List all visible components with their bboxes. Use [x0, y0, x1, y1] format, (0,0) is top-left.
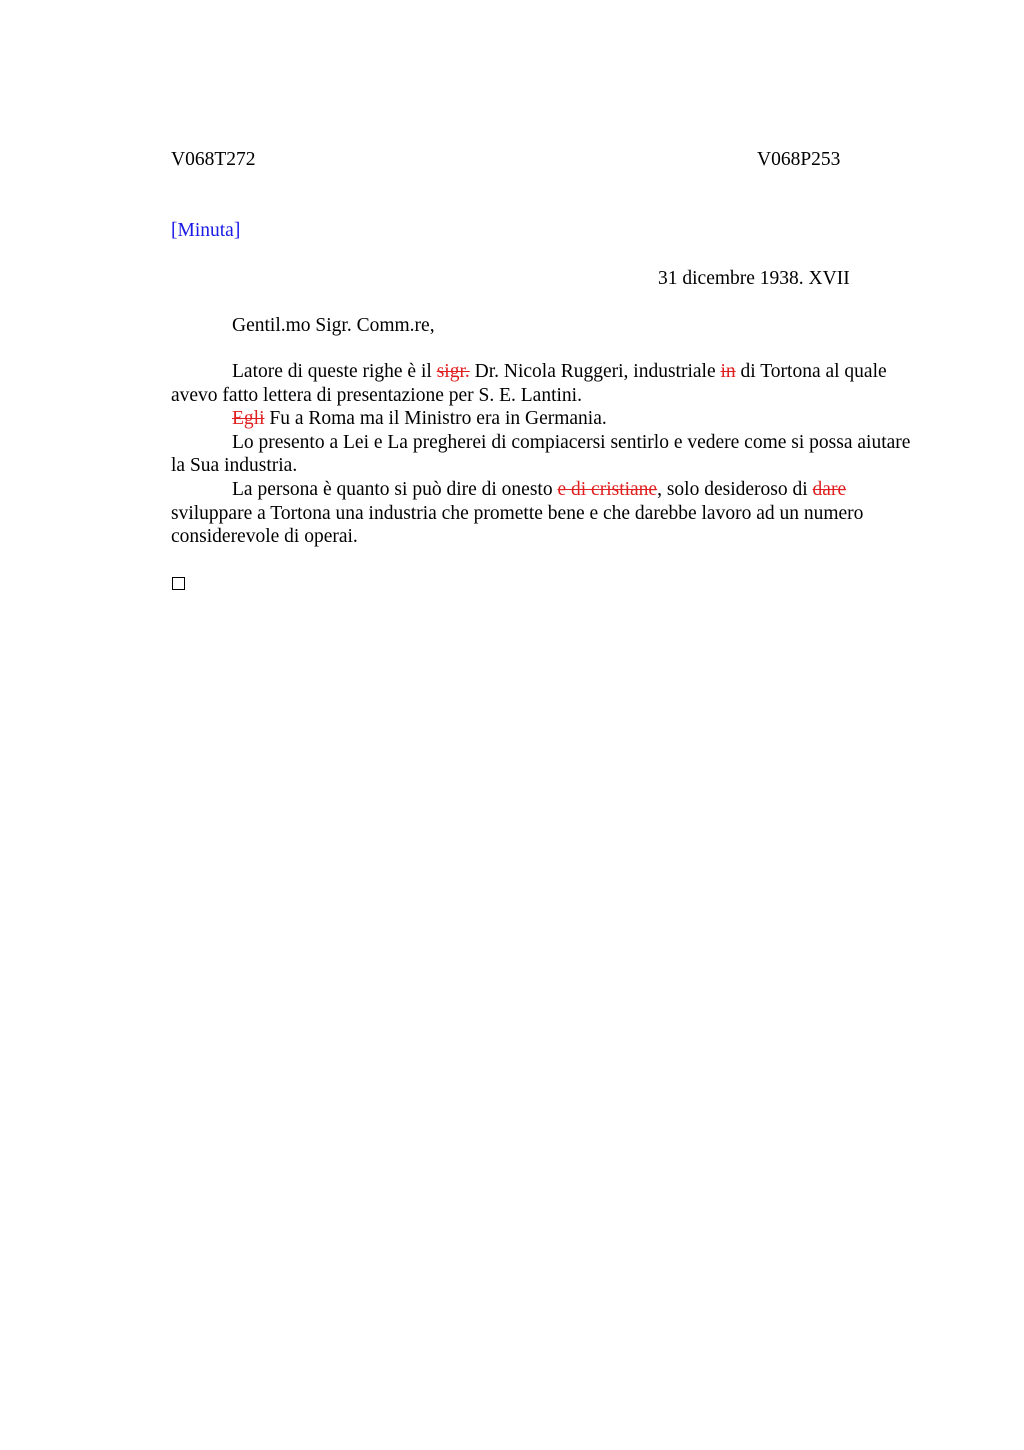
document-code-right: V068P253 — [757, 149, 841, 170]
paragraph-text: sviluppare a Tortona una industria che promette bene e che darebbe lavoro ad un numero considerevole di operai. — [171, 502, 864, 548]
paragraph-text: , solo desideroso di — [657, 478, 813, 500]
paragraph-text: di Tortona al quale avevo fatto lettera di presentazione per S. E. Lantini. — [171, 361, 887, 406]
deleted-text: e di cristiane — [557, 478, 658, 500]
paragraph-text: Lo presento a Lei e La pregherei di compiacersi sentirlo e vedere come si possa aiutare la Sua industria. — [171, 431, 911, 477]
document-code-left: V068T272 — [171, 149, 256, 170]
paragraph-3 — [171, 431, 911, 478]
paragraph-1 — [171, 360, 911, 407]
salutation: Gentil.mo Sigr. Comm.re, — [232, 315, 435, 336]
letter-date: 31 dicembre 1938. XVII — [658, 268, 850, 289]
paragraph-text: Dr. Nicola Ruggeri, industriale — [469, 361, 721, 382]
paragraph-text: Fu a Roma ma il Ministro era in Germania. — [264, 408, 607, 430]
draft-label: [Minuta] — [171, 220, 241, 241]
deleted-text: sigr. — [436, 361, 470, 382]
empty-square-icon — [172, 577, 185, 590]
paragraph-text: Latore di queste righe è il — [232, 361, 437, 382]
paragraph-2 — [171, 407, 911, 431]
deleted-text: dare — [812, 478, 847, 500]
deleted-text: Egli — [232, 408, 265, 430]
paragraph-4 — [171, 478, 911, 549]
letter-body — [171, 360, 911, 549]
paragraph-text: La persona è quanto si può dire di onesto — [232, 478, 558, 500]
deleted-text: in — [720, 361, 736, 382]
